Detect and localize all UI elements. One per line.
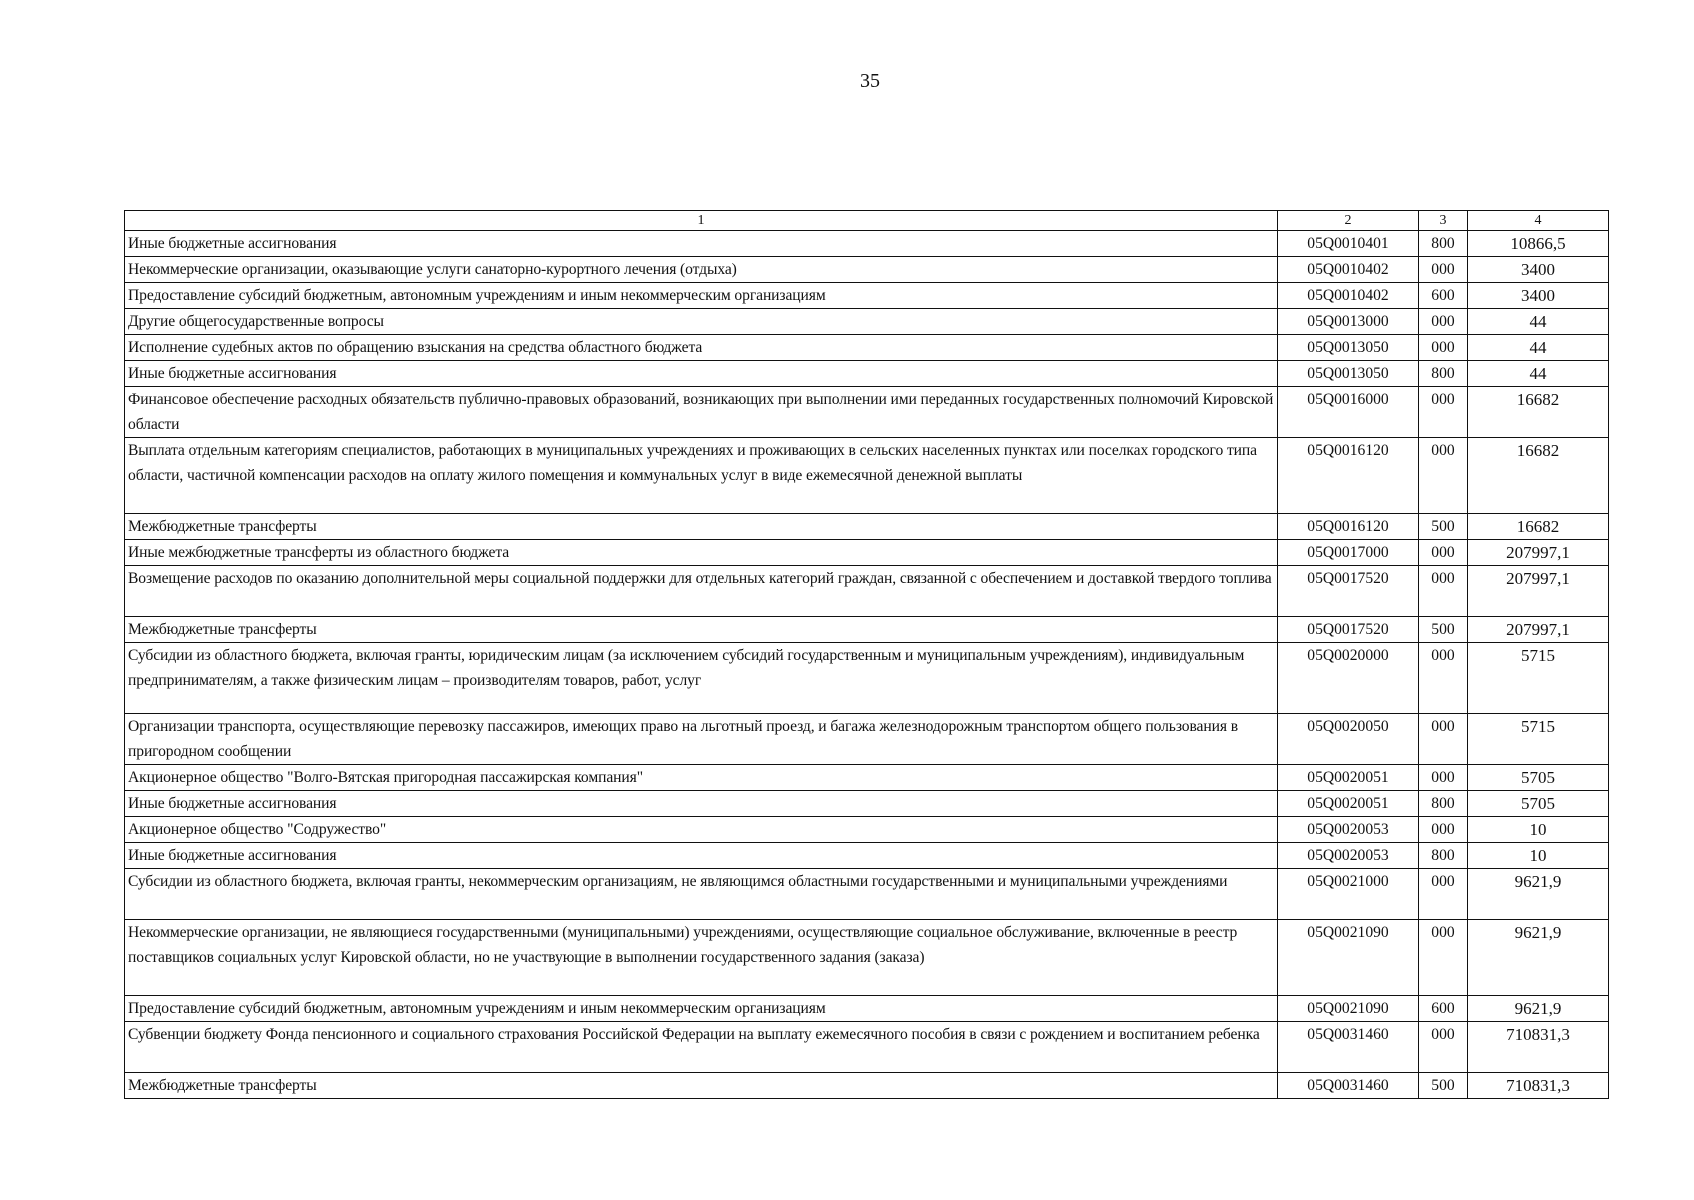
row-code: 05Q0013050 xyxy=(1278,335,1419,361)
table-row xyxy=(125,566,1609,617)
row-expense-type: 000 xyxy=(1419,869,1468,920)
row-code: 05Q0020053 xyxy=(1278,843,1419,869)
row-expense-type: 600 xyxy=(1419,283,1468,309)
row-code: 05Q0031460 xyxy=(1278,1073,1419,1099)
row-name: Субсидии из областного бюджета, включая гранты, некоммерческим организациям, не являющимся областными государственными и муниципальными учреждениями xyxy=(125,869,1278,920)
row-name: Межбюджетные трансферты xyxy=(125,1073,1278,1099)
row-name: Иные бюджетные ассигнования xyxy=(125,843,1278,869)
row-name: Иные бюджетные ассигнования xyxy=(125,791,1278,817)
row-expense-type: 800 xyxy=(1419,231,1468,257)
table-row xyxy=(125,920,1609,996)
row-amount: 10866,5 xyxy=(1468,231,1609,257)
row-expense-type: 000 xyxy=(1419,335,1468,361)
row-amount: 5705 xyxy=(1468,765,1609,791)
table-row xyxy=(125,765,1609,791)
table-row xyxy=(125,996,1609,1022)
row-name: Финансовое обеспечение расходных обязательств публично-правовых образований, возникающих при выполнении ими переданных государственных полномочий Кировской области xyxy=(125,387,1278,438)
row-expense-type: 000 xyxy=(1419,309,1468,335)
table-header-row xyxy=(125,211,1609,231)
row-name: Некоммерческие организации, оказывающие услуги санаторно-курортного лечения (отдыха) xyxy=(125,257,1278,283)
row-amount: 3400 xyxy=(1468,257,1609,283)
row-name: Выплата отдельным категориям специалистов, работающих в муниципальных учреждениях и проживающих в сельских населенных пунктах или поселках городского типа области, частичной компенсации расходов на оплату жилого помещения и коммунальных услуг в виде ежемесячной денежной выплаты xyxy=(125,438,1278,514)
row-expense-type: 000 xyxy=(1419,540,1468,566)
row-code: 05Q0017520 xyxy=(1278,617,1419,643)
row-code: 05Q0016120 xyxy=(1278,514,1419,540)
row-amount: 207997,1 xyxy=(1468,617,1609,643)
row-name: Исполнение судебных актов по обращению взыскания на средства областного бюджета xyxy=(125,335,1278,361)
row-expense-type: 000 xyxy=(1419,643,1468,714)
row-amount: 9621,9 xyxy=(1468,996,1609,1022)
row-expense-type: 500 xyxy=(1419,1073,1468,1099)
row-expense-type: 800 xyxy=(1419,361,1468,387)
row-code: 05Q0010402 xyxy=(1278,257,1419,283)
row-code: 05Q0013000 xyxy=(1278,309,1419,335)
table-row xyxy=(125,1073,1609,1099)
row-code: 05Q0016000 xyxy=(1278,387,1419,438)
row-expense-type: 800 xyxy=(1419,843,1468,869)
row-expense-type: 000 xyxy=(1419,765,1468,791)
row-expense-type: 500 xyxy=(1419,617,1468,643)
row-code: 05Q0020051 xyxy=(1278,791,1419,817)
row-name: Иные бюджетные ассигнования xyxy=(125,361,1278,387)
row-code: 05Q0020051 xyxy=(1278,765,1419,791)
table-row xyxy=(125,361,1609,387)
row-amount: 3400 xyxy=(1468,283,1609,309)
table-row xyxy=(125,791,1609,817)
row-amount: 16682 xyxy=(1468,514,1609,540)
row-expense-type: 000 xyxy=(1419,920,1468,996)
row-amount: 44 xyxy=(1468,335,1609,361)
row-name: Возмещение расходов по оказанию дополнительной меры социальной поддержки для отдельных категорий граждан, связанной с обеспечением и доставкой твердого топлива xyxy=(125,566,1278,617)
row-expense-type: 000 xyxy=(1419,714,1468,765)
row-name: Субвенции бюджету Фонда пенсионного и социального страхования Российской Федерации на выплату ежемесячного пособия в связи с рождением и воспитанием ребенка xyxy=(125,1022,1278,1073)
row-name: Межбюджетные трансферты xyxy=(125,514,1278,540)
row-code: 05Q0020000 xyxy=(1278,643,1419,714)
table-row xyxy=(125,283,1609,309)
row-expense-type: 800 xyxy=(1419,791,1468,817)
table-row xyxy=(125,387,1609,438)
row-amount: 5715 xyxy=(1468,643,1609,714)
budget-table xyxy=(124,210,1609,1099)
row-expense-type: 000 xyxy=(1419,387,1468,438)
row-code: 05Q0013050 xyxy=(1278,361,1419,387)
table-row xyxy=(125,309,1609,335)
row-expense-type: 000 xyxy=(1419,817,1468,843)
header-col-1: 1 xyxy=(125,211,1278,231)
row-code: 05Q0020050 xyxy=(1278,714,1419,765)
table-row xyxy=(125,540,1609,566)
row-expense-type: 000 xyxy=(1419,257,1468,283)
row-code: 05Q0010402 xyxy=(1278,283,1419,309)
row-amount: 9621,9 xyxy=(1468,920,1609,996)
row-code: 05Q0010401 xyxy=(1278,231,1419,257)
row-amount: 710831,3 xyxy=(1468,1073,1609,1099)
row-code: 05Q0017520 xyxy=(1278,566,1419,617)
row-amount: 44 xyxy=(1468,361,1609,387)
row-name: Субсидии из областного бюджета, включая гранты, юридическим лицам (за исключением субсидий государственным и муниципальным учреждениям), индивидуальным предпринимателям, а также физическим лицам – производителям товаров, работ, услуг xyxy=(125,643,1278,714)
row-expense-type: 600 xyxy=(1419,996,1468,1022)
table-row xyxy=(125,617,1609,643)
row-amount: 5705 xyxy=(1468,791,1609,817)
row-expense-type: 000 xyxy=(1419,566,1468,617)
row-code: 05Q0016120 xyxy=(1278,438,1419,514)
row-name: Межбюджетные трансферты xyxy=(125,617,1278,643)
row-code: 05Q0020053 xyxy=(1278,817,1419,843)
row-code: 05Q0021090 xyxy=(1278,920,1419,996)
header-col-2: 2 xyxy=(1278,211,1419,231)
table-row xyxy=(125,514,1609,540)
budget-table-body xyxy=(125,211,1609,1099)
table-row xyxy=(125,438,1609,514)
row-name: Предоставление субсидий бюджетным, автономным учреждениям и иным некоммерческим организациям xyxy=(125,283,1278,309)
row-amount: 16682 xyxy=(1468,438,1609,514)
row-amount: 9621,9 xyxy=(1468,869,1609,920)
row-name: Организации транспорта, осуществляющие перевозку пассажиров, имеющих право на льготный проезд, и багажа железнодорожным транспортом общего пользования в пригородном сообщении xyxy=(125,714,1278,765)
row-code: 05Q0021000 xyxy=(1278,869,1419,920)
row-name: Предоставление субсидий бюджетным, автономным учреждениям и иным некоммерческим организациям xyxy=(125,996,1278,1022)
table-row xyxy=(125,843,1609,869)
row-amount: 44 xyxy=(1468,309,1609,335)
header-col-4: 4 xyxy=(1468,211,1609,231)
table-row xyxy=(125,257,1609,283)
row-expense-type: 000 xyxy=(1419,1022,1468,1073)
row-amount: 10 xyxy=(1468,843,1609,869)
table-row xyxy=(125,1022,1609,1073)
row-code: 05Q0031460 xyxy=(1278,1022,1419,1073)
budget-table-container xyxy=(124,210,1608,1099)
row-amount: 5715 xyxy=(1468,714,1609,765)
table-row xyxy=(125,869,1609,920)
row-amount: 207997,1 xyxy=(1468,566,1609,617)
table-row xyxy=(125,817,1609,843)
row-code: 05Q0021090 xyxy=(1278,996,1419,1022)
table-row xyxy=(125,335,1609,361)
row-amount: 207997,1 xyxy=(1468,540,1609,566)
table-row xyxy=(125,714,1609,765)
row-amount: 16682 xyxy=(1468,387,1609,438)
row-name: Акционерное общество "Содружество" xyxy=(125,817,1278,843)
row-name: Другие общегосударственные вопросы xyxy=(125,309,1278,335)
table-row xyxy=(125,643,1609,714)
row-amount: 710831,3 xyxy=(1468,1022,1609,1073)
row-expense-type: 500 xyxy=(1419,514,1468,540)
row-code: 05Q0017000 xyxy=(1278,540,1419,566)
header-col-3: 3 xyxy=(1419,211,1468,231)
row-name: Иные бюджетные ассигнования xyxy=(125,231,1278,257)
table-row xyxy=(125,231,1609,257)
row-name: Акционерное общество "Волго-Вятская пригородная пассажирская компания" xyxy=(125,765,1278,791)
row-amount: 10 xyxy=(1468,817,1609,843)
page-number: 35 xyxy=(860,70,880,92)
row-name: Иные межбюджетные трансферты из областного бюджета xyxy=(125,540,1278,566)
row-expense-type: 000 xyxy=(1419,438,1468,514)
row-name: Некоммерческие организации, не являющиеся государственными (муниципальными) учреждениями, осуществляющие социальное обслуживание, включенные в реестр поставщиков социальных услуг Кировской области, но не участвующие в выполнении государственного задания (заказа) xyxy=(125,920,1278,996)
